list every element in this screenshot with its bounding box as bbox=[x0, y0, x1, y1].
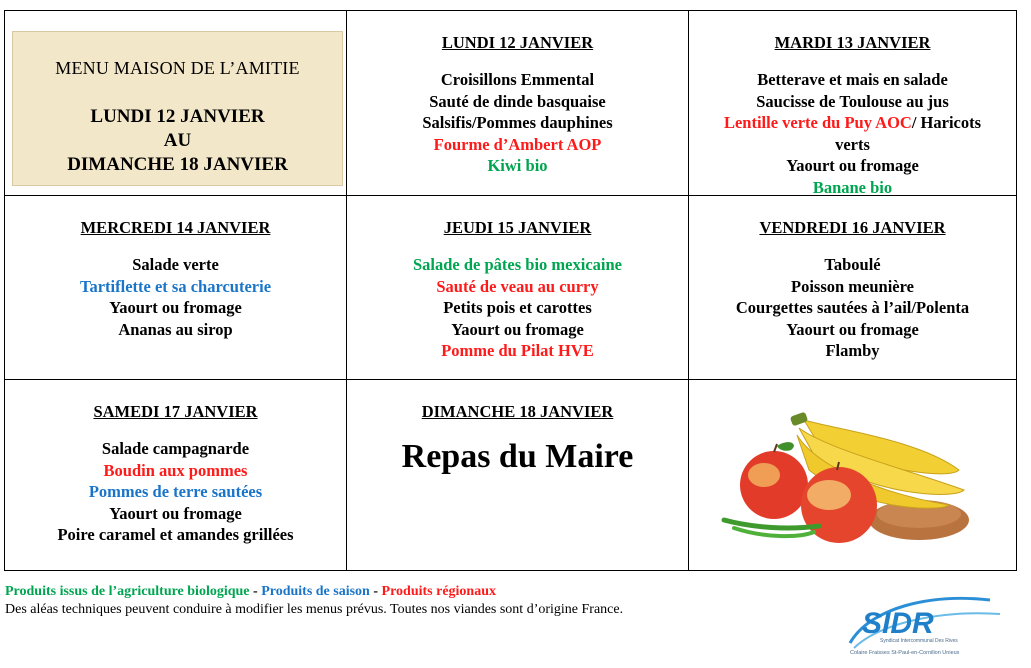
menu-dates bbox=[13, 105, 342, 177]
title-cell bbox=[5, 11, 347, 196]
dish-saison: Tartiflette et sa charcuterie bbox=[79, 276, 272, 296]
sidr-logo bbox=[840, 588, 1020, 662]
day-cell-lundi bbox=[347, 11, 689, 196]
dish: Salsifis/Pommes dauphines bbox=[422, 113, 613, 132]
dish-mixed bbox=[689, 112, 1016, 134]
legend-saison: Produits de saison bbox=[261, 584, 370, 599]
legend-separator: - bbox=[249, 584, 262, 599]
day-cell-mardi bbox=[689, 11, 1017, 196]
dish: Yaourt ou fromage bbox=[786, 319, 919, 339]
day-title: MARDI 13 JANVIER bbox=[774, 33, 931, 52]
dish-regional: Sauté de veau au curry bbox=[436, 276, 599, 296]
day-title: LUNDI 12 JANVIER bbox=[441, 33, 594, 52]
dish: Saucisse de Toulouse au jus bbox=[756, 91, 949, 111]
dish: Salade verte bbox=[132, 255, 219, 274]
dish-regional: Boudin aux pommes bbox=[103, 460, 248, 480]
legend bbox=[5, 584, 825, 600]
dish-bio: Salade de pâtes bio mexicaine bbox=[413, 255, 622, 274]
dish-saison: Pommes de terre sautées bbox=[88, 482, 263, 501]
dish-normal-part: / Haricots bbox=[911, 113, 982, 132]
dish-regional: Pomme du Pilat HVE bbox=[441, 341, 594, 360]
logo-name: SIDR bbox=[862, 607, 934, 640]
day-cell-mercredi bbox=[5, 196, 347, 380]
dish: Courgettes sautées à l’ail/Polenta bbox=[735, 298, 970, 317]
day-cell-dimanche bbox=[347, 380, 689, 571]
dish-regional-part: Lentille verte du Puy AOC bbox=[723, 113, 912, 132]
dish: Yaourt ou fromage bbox=[109, 503, 242, 523]
logo-subtitle-2: Colaire Fraisses St-Paul-en-Cornillon Unieux bbox=[850, 650, 960, 656]
logo-subtitle: Syndicat Intercommunal Des Rives bbox=[880, 638, 958, 644]
special-meal: Repas du Maire bbox=[401, 438, 634, 475]
day-title: SAMEDI 17 JANVIER bbox=[93, 402, 258, 421]
dish: Yaourt ou fromage bbox=[786, 156, 919, 175]
dates-line-3: DIMANCHE 18 JANVIER bbox=[67, 154, 288, 175]
dish: Flamby bbox=[825, 341, 880, 360]
dish: Salade campagnarde bbox=[101, 439, 250, 458]
fruit-illustration-icon bbox=[719, 400, 989, 550]
day-title: DIMANCHE 18 JANVIER bbox=[421, 402, 614, 421]
image-cell bbox=[689, 380, 1017, 571]
legend-separator: - bbox=[369, 584, 382, 599]
dish: verts bbox=[835, 134, 870, 154]
day-cell-samedi bbox=[5, 380, 347, 571]
menu-grid bbox=[4, 10, 1017, 571]
footer-note: Des aléas techniques peuvent conduire à modifier les menus prévus. Toutes nos viandes sont d’origine France. bbox=[5, 602, 624, 617]
dish: Petits pois et carottes bbox=[443, 298, 592, 317]
title-box bbox=[12, 31, 343, 186]
day-title: VENDREDI 16 JANVIER bbox=[759, 218, 946, 237]
day-cell-vendredi bbox=[689, 196, 1017, 380]
menu-title: MENU MAISON DE L’AMITIE bbox=[55, 58, 300, 78]
day-title: MERCREDI 14 JANVIER bbox=[80, 218, 271, 237]
legend-bio: Produits issus de l’agriculture biologique bbox=[5, 584, 250, 599]
dish: Yaourt ou fromage bbox=[109, 298, 242, 317]
dish: Yaourt ou fromage bbox=[451, 319, 584, 339]
dates-line-1: LUNDI 12 JANVIER bbox=[90, 106, 265, 127]
dish: Croisillons Emmental bbox=[440, 70, 595, 89]
dish: Betterave et mais en salade bbox=[757, 70, 948, 89]
dish-bio: Kiwi bio bbox=[487, 156, 548, 175]
dish: Poisson meunière bbox=[791, 276, 914, 296]
dish: Poire caramel et amandes grillées bbox=[57, 525, 294, 544]
dish-regional: Fourme d’Ambert AOP bbox=[433, 134, 602, 154]
dish-bio: Banane bio bbox=[812, 177, 893, 197]
dates-line-2: AU bbox=[163, 130, 192, 151]
day-title: JEUDI 15 JANVIER bbox=[443, 218, 592, 237]
legend-regional: Produits régionaux bbox=[381, 584, 497, 599]
dish: Sauté de dinde basquaise bbox=[429, 91, 606, 111]
dish: Ananas au sirop bbox=[118, 319, 233, 339]
day-cell-jeudi bbox=[347, 196, 689, 380]
footer bbox=[5, 584, 825, 618]
dish: Taboulé bbox=[824, 255, 881, 274]
